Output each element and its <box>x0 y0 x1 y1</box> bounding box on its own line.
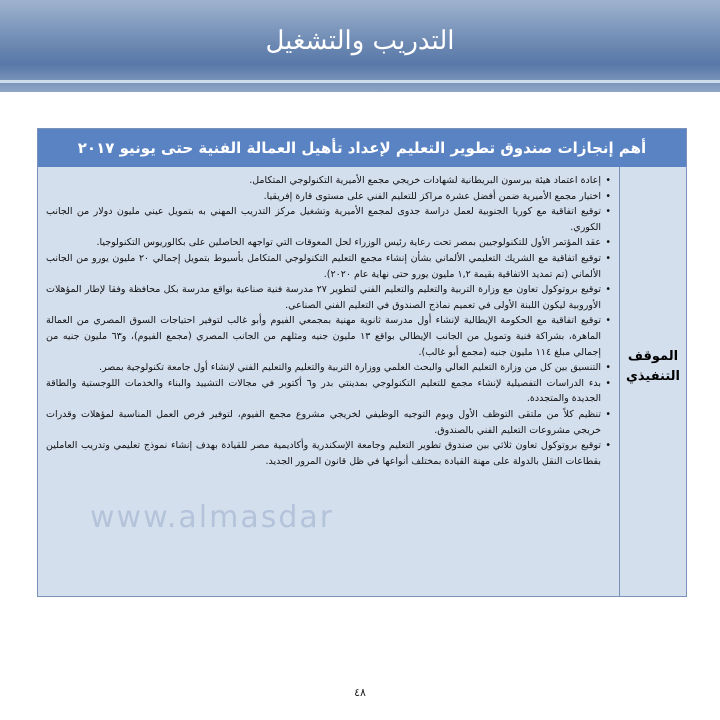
status-cell <box>619 167 686 596</box>
list-item: • توقيع بروتوكول تعاون ثلاثي بين صندوق تطوير التعليم وجامعة الإسكندرية وأكاديمية مصر للقيادة بهدف إنشاء نموذج تعليمي وتدريب العاملين بقطاعات النقل بالدولة على مهنة القيادة بمختلف أنواعها في ظل قانون المرور الجديد. <box>46 438 611 469</box>
list-item: • توقيع اتفاقية مع الحكومة الإيطالية لإنشاء أول مدرسة ثانوية مهنية بمجمعي الفيوم وأبو غالب لتوفير احتياجات السوق المصري من العمالة الماهرة، بشراكة فنية وتمويل من الجانب الإيطالي بواقع ١٣ مليون جنيه ومثلهم من الجانب المصري (مجمع الفيوم)، و٦٣ مليون جنيه من إجمالي مبلغ ١١٤ مليون جنيه (مجمع أبو غالب). <box>46 313 611 360</box>
list-item: • تنظيم كلاً من ملتقى التوظف الأول ويوم التوجيه الوظيفي لخريجي مشروع مجمع الفيوم، لتوفير فرص العمل المناسبة لمؤهلات وقدرات خريجي مشروعات التعليم الفني بالصندوق. <box>46 407 611 438</box>
list-item: • توقيع اتفاقية مع كوريا الجنوبية لعمل دراسة جدوى لمجمع الأميرية وتشغيل مركز التدريب المهني به بتمويل عيني مليون دولار من الجانب الكوري. <box>46 204 611 235</box>
list-item: • بدء الدراسات التفصيلية لإنشاء مجمع للتعليم التكنولوجي بمدينتي بدر و٦ أكتوبر في مجالات التشييد والبناء والخدمات اللوجستية والطاقة الجديدة والمتجددة. <box>46 376 611 407</box>
list-item: • اختيار مجمع الأميرية ضمن أفضل عشرة مراكز للتعليم الفني على مستوى قارة إفريقيا. <box>46 189 611 205</box>
list-item: • توقيع اتفاقية مع الشريك التعليمي الألماني بشأن إنشاء مجمع التعليم التكنولوجي المتكامل بأسيوط بتمويل إجمالي ٢٠ مليون يورو من الجانب الألماني (تم تمديد الاتفاقية بقيمة ١,٢ مليون يورو حتى نهاية عام ٢٠٢٠). <box>46 251 611 282</box>
table-header: أهم إنجازات صندوق تطوير التعليم لإعداد تأهيل العمالة الفنية حتى يونيو ٢٠١٧ <box>38 129 686 167</box>
banner-title: التدريب والتشغيل <box>265 26 455 56</box>
banner-divider <box>0 80 720 83</box>
list-item: • عقد المؤتمر الأول للتكنولوجيين بمصر تحت رعاية رئيس الوزراء لحل المعوقات التي تواجهه الحاصلين على بكالوريوس التكنولوجيا. <box>46 235 611 251</box>
list-item: • إعادة اعتماد هيئة بيرسون البريطانية لشهادات خريجي مجمع الأميرية التكنولوجي المتكامل. <box>46 173 611 189</box>
status-label-line1: الموقف <box>627 349 679 364</box>
watermark: www.almasdar <box>90 500 335 535</box>
section-banner <box>0 0 720 92</box>
achievements-list <box>46 173 611 469</box>
list-item: • توقيع بروتوكول تعاون مع وزارة التربية والتعليم والتعليم الفني لتطوير ٢٧ مدرسة فنية صناعية بواقع مدرسة بكل محافظة وفقا لإطار المؤهلات الأوروبية ليكون اللبنة الأولى في تعميم نماذج الصندوق في التعليم الفني الصناعي. <box>46 282 611 313</box>
page-number: ٤٨ <box>354 686 366 699</box>
status-label-line2: التنفيذي <box>625 369 681 384</box>
list-item: • التنسيق بين كل من وزارة التعليم العالي والبحث العلمي ووزارة التربية والتعليم والتعليم الفني لإنشاء أول جامعة تكنولوجية بمصر. <box>46 360 611 376</box>
status-label <box>620 347 686 387</box>
